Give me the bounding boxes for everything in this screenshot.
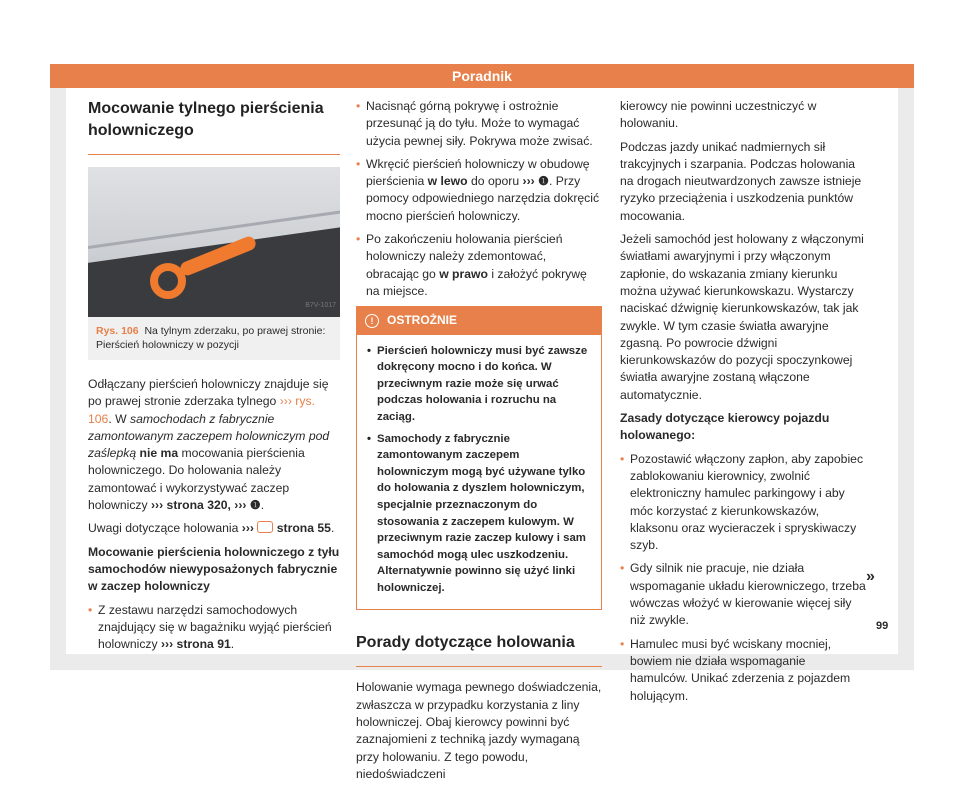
paragraph: Jeżeli samochód jest holowany z włączonymi światłami awaryjnymi i przy włączonym zapłonie, do wskazania zmiany kierunku można używać kierunkowskazu. Wystarczy naciskać dźwignię kierunkowskazów, tak jak zwykle. W tym czasie światła awaryjne zgasną. Po powrocie dźwigni kierunkowskazów do pozycji spoczynkowej światła awaryjne zostaną włączone automatycznie. <box>620 232 864 402</box>
paragraph: Uwagi dotyczące holowania ››› strona 55. <box>88 521 335 536</box>
list-item: • Po zakończeniu holowania pierścień holowniczy należy zdemontować, obracając go w prawo i założyć pokrywę na miejsce. <box>356 231 602 300</box>
title-rule <box>88 154 340 155</box>
column-3 <box>620 98 866 711</box>
list-item: • Pozostawić włączony zapłon, aby zapobiec zablokowaniu kierownicy, zwolnić elektroniczny hamulec parkingowy i aby móc korzystać z kierunkowskazów, klaksonu oraz wycieraczek i spryskiwaczy szyb. <box>620 451 866 555</box>
paragraph: Odłączany pierścień holowniczy znajduje się po prawej stronie zderzaka tylnego ››› rys. 106. W samochodach z fabrycznie zamontowanym zaczepem holowniczym pod zaślepką nie ma mocowania pierścienia holowniczego. Do holowania należy zamontować i wykorzystywać zaczep holowniczy ››› strona 320, ››› ❶. <box>88 377 330 513</box>
warning-body <box>357 335 601 610</box>
warning-title: OSTROŻNIE <box>387 313 458 328</box>
figure-image <box>88 167 340 317</box>
warning-item: • Samochody z fabrycznie zamontowanym zaczepem holowniczym mogą być używane tylko do holowania z dyszlem holowniczym, specjalnie przeznaczonym do stosowania z zaczepem kulowym. W przeciwnym razie zaczep kulowy i sam samochód mogą ulec uszkodzeniu. Alternatywnie powinno się użyć linki holowniczej. <box>367 431 591 597</box>
paragraph: kierowcy nie powinni uczestniczyć w holowaniu. <box>620 99 817 131</box>
figure-caption <box>88 317 340 360</box>
page-link[interactable]: strona 55 <box>273 521 331 536</box>
list-item: • Hamulec musi być wciskany mocniej, bowiem nie działa wspomaganie hamulców. Unikać zderzenia z pojazdem holującym. <box>620 636 866 705</box>
towing-eye-illustration <box>150 263 186 299</box>
paragraph: Podczas jazdy unikać nadmiernych sił trakcyjnych i szarpania. Podczas holowania na drogach nieutwardzonych zawsze istnieje ryzyko przeciążenia i uszkodzenia punktów mocowania. <box>620 139 862 223</box>
page-link[interactable]: ››› strona 91 <box>161 637 231 652</box>
list-item: • Nacisnąć górną pokrywę i ostrożnie przesunąć ją do tyłu. Może to wymagać użycia pewnej siły. Pokrywa może zwisać. <box>356 98 602 150</box>
section-title: Porady dotyczące holowania <box>356 634 575 652</box>
subheading: Mocowanie pierścienia holowniczego z tyłu samochodów niewyposażonych fabrycznie w zaczep holowniczy <box>88 544 340 594</box>
warning-triangle-icon <box>257 521 273 533</box>
warning-link[interactable]: ››› ❶ <box>522 174 550 189</box>
section-title: Mocowanie tylnego pierścienia holowniczego <box>88 100 324 139</box>
warning-icon: ! <box>365 314 379 328</box>
list-item: • Z zestawu narzędzi samochodowych znajdujący się w bagażniku wyjąć pierścień holowniczy ››› strona 91. <box>88 602 340 654</box>
caption-text: Na tylnym zderzaku, po prawej stronie: Pierścień holowniczy w pozycji <box>96 325 326 351</box>
subheading: Zasady dotyczące kierowcy pojazdu holowanego: <box>620 411 830 443</box>
column-1 <box>88 98 340 659</box>
list-item: • Gdy silnik nie pracuje, nie działa wspomaganie układu kierowniczego, trzeba wówczas włożyć w kierowanie więcej siły niż zwykle. <box>620 560 866 629</box>
list-item: • Wkręcić pierścień holowniczy w obudowę pierścienia w lewo do oporu ››› ❶. Przy pomocy odpowiedniego narzędzia dokręcić mocno pierścień holowniczy. <box>356 156 602 225</box>
figure-code: B7V-1017 <box>305 301 336 309</box>
paragraph: Holowanie wymaga pewnego doświadczenia, zwłaszcza w przypadku korzystania z liny holowniczej. Obaj kierowcy powinni być zaznajomieni z techniką jazdy wymaganą przy holowaniu. Z tego powodu, niedoświadczeni <box>356 680 602 781</box>
warning-item: • Pierścień holowniczy musi być zawsze dokręcony mocno i do końca. W przeciwnym razie może się urwać podczas holowania i rozruchu na zaciąg. <box>367 343 591 426</box>
title-rule <box>356 666 602 667</box>
figure-link[interactable]: ››› rys. 106 <box>88 394 315 426</box>
page-link[interactable]: ››› strona 320, ››› ❶ <box>151 498 261 513</box>
continue-marker: » <box>866 568 875 585</box>
column-2 <box>356 98 602 789</box>
warning-box <box>356 306 602 610</box>
caption-number: Rys. 106 <box>96 325 139 337</box>
page-header: Poradnik <box>50 64 914 88</box>
page-number: 99 <box>876 620 889 632</box>
warning-header <box>357 307 601 334</box>
